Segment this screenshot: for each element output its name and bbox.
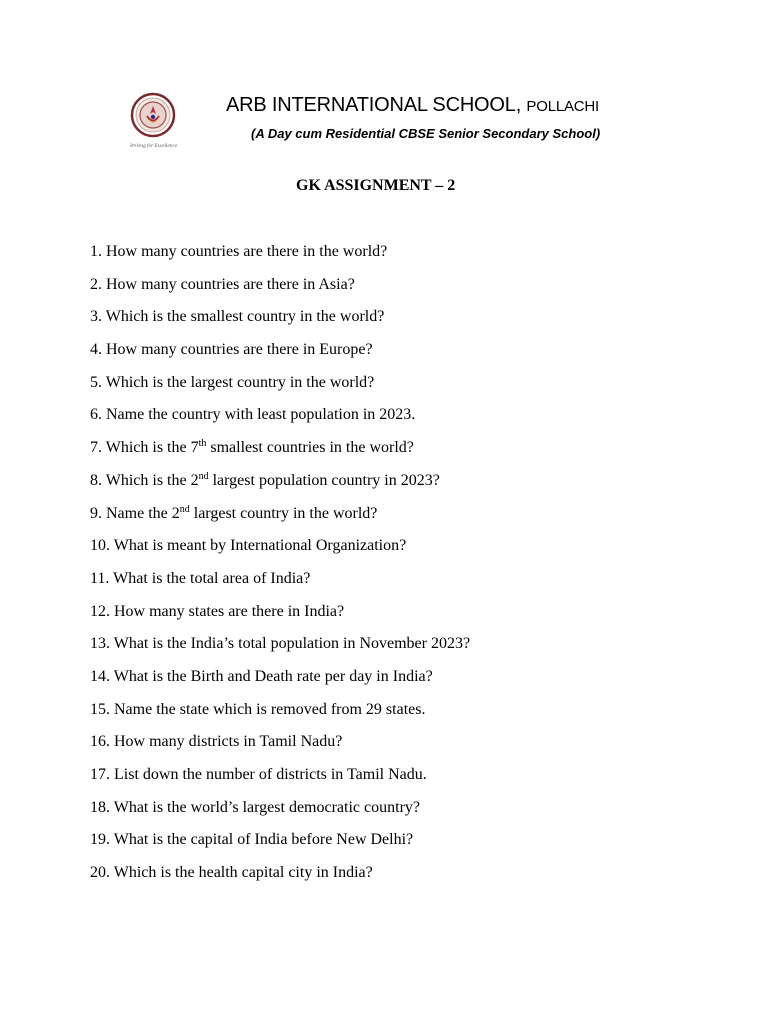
question-item bbox=[90, 502, 470, 535]
question-text: How many districts in Tamil Nadu? bbox=[114, 733, 343, 751]
question-item bbox=[90, 698, 470, 731]
school-crest-icon bbox=[130, 92, 178, 150]
question-item bbox=[90, 763, 470, 796]
question-text: Name the country with least population in 2023. bbox=[106, 406, 416, 424]
question-text: Which is the largest country in the world? bbox=[105, 373, 375, 391]
question-text: What is the world’s largest democratic country? bbox=[113, 798, 420, 816]
question-item bbox=[90, 338, 470, 371]
question-text: What is the capital of India before New Delhi? bbox=[113, 831, 414, 849]
question-number: 13. bbox=[90, 635, 110, 653]
question-item bbox=[90, 371, 470, 404]
question-item bbox=[90, 600, 470, 633]
question-text: Which is the 2 bbox=[105, 471, 199, 489]
question-number: 20. bbox=[90, 864, 110, 882]
question-text-continued: largest country in the world? bbox=[189, 504, 378, 522]
question-item bbox=[90, 567, 470, 600]
question-number: 6. bbox=[90, 406, 102, 424]
question-number: 14. bbox=[90, 667, 110, 685]
question-number: 4. bbox=[90, 341, 102, 359]
question-item bbox=[90, 632, 470, 665]
school-name bbox=[226, 94, 599, 117]
question-item bbox=[90, 305, 470, 338]
logo-motto: Striving for Excellence bbox=[130, 143, 178, 148]
question-item bbox=[90, 403, 470, 436]
question-item bbox=[90, 240, 470, 273]
question-text: What is meant by International Organization? bbox=[113, 537, 407, 555]
question-text: Which is the health capital city in India? bbox=[113, 864, 373, 882]
ordinal-suffix: th bbox=[198, 438, 207, 450]
question-number: 16. bbox=[90, 733, 110, 751]
question-list bbox=[90, 240, 470, 894]
ordinal-suffix: nd bbox=[179, 503, 190, 515]
question-item bbox=[90, 469, 470, 502]
school-city: POLLACHI bbox=[526, 98, 600, 115]
question-item bbox=[90, 534, 470, 567]
assignment-title: GK ASSIGNMENT – 2 bbox=[296, 177, 456, 194]
question-item bbox=[90, 273, 470, 306]
question-text: How many countries are there in Asia? bbox=[106, 275, 355, 293]
question-text: How many countries are there in the world? bbox=[106, 243, 388, 260]
question-number: 10. bbox=[90, 537, 110, 555]
question-text: What is the total area of India? bbox=[113, 569, 311, 587]
question-item bbox=[90, 828, 470, 861]
question-text: Name the state which is removed from 29 states. bbox=[114, 700, 426, 718]
question-text: List down the number of districts in Tamil Nadu. bbox=[114, 766, 427, 783]
school-name-text: ARB INTERNATIONAL SCHOOL, bbox=[226, 94, 522, 116]
question-number: 18. bbox=[90, 798, 110, 816]
question-text-continued: largest population country in 2023? bbox=[208, 471, 440, 489]
question-number: 12. bbox=[90, 602, 110, 620]
question-number: 5. bbox=[90, 373, 102, 391]
question-item bbox=[90, 861, 470, 894]
question-text: How many countries are there in Europe? bbox=[106, 341, 373, 359]
school-subtitle: (A Day cum Residential CBSE Senior Secondary School) bbox=[251, 126, 601, 141]
question-item bbox=[90, 436, 470, 469]
question-number: 1. bbox=[90, 243, 102, 260]
question-text: How many states are there in India? bbox=[114, 602, 345, 620]
question-number: 2. bbox=[90, 275, 102, 293]
question-text: Which is the 7 bbox=[105, 439, 199, 457]
question-item bbox=[90, 665, 470, 698]
question-number: 15. bbox=[90, 700, 110, 718]
question-text: Name the 2 bbox=[106, 504, 180, 522]
question-item bbox=[90, 730, 470, 763]
question-text: What is the India’s total population in November 2023? bbox=[113, 635, 471, 653]
school-logo bbox=[130, 92, 178, 150]
question-number: 19. bbox=[90, 831, 110, 849]
ordinal-suffix: nd bbox=[198, 470, 209, 482]
question-number: 7. bbox=[90, 439, 102, 457]
question-item bbox=[90, 796, 470, 829]
question-number: 17. bbox=[90, 766, 110, 783]
question-number: 9. bbox=[90, 504, 102, 522]
question-text: Which is the smallest country in the world? bbox=[105, 308, 385, 326]
question-text: What is the Birth and Death rate per day in India? bbox=[113, 667, 433, 685]
question-number: 8. bbox=[90, 471, 102, 489]
question-text-continued: smallest countries in the world? bbox=[206, 439, 414, 457]
question-number: 3. bbox=[90, 308, 102, 326]
question-number: 11. bbox=[90, 569, 110, 587]
